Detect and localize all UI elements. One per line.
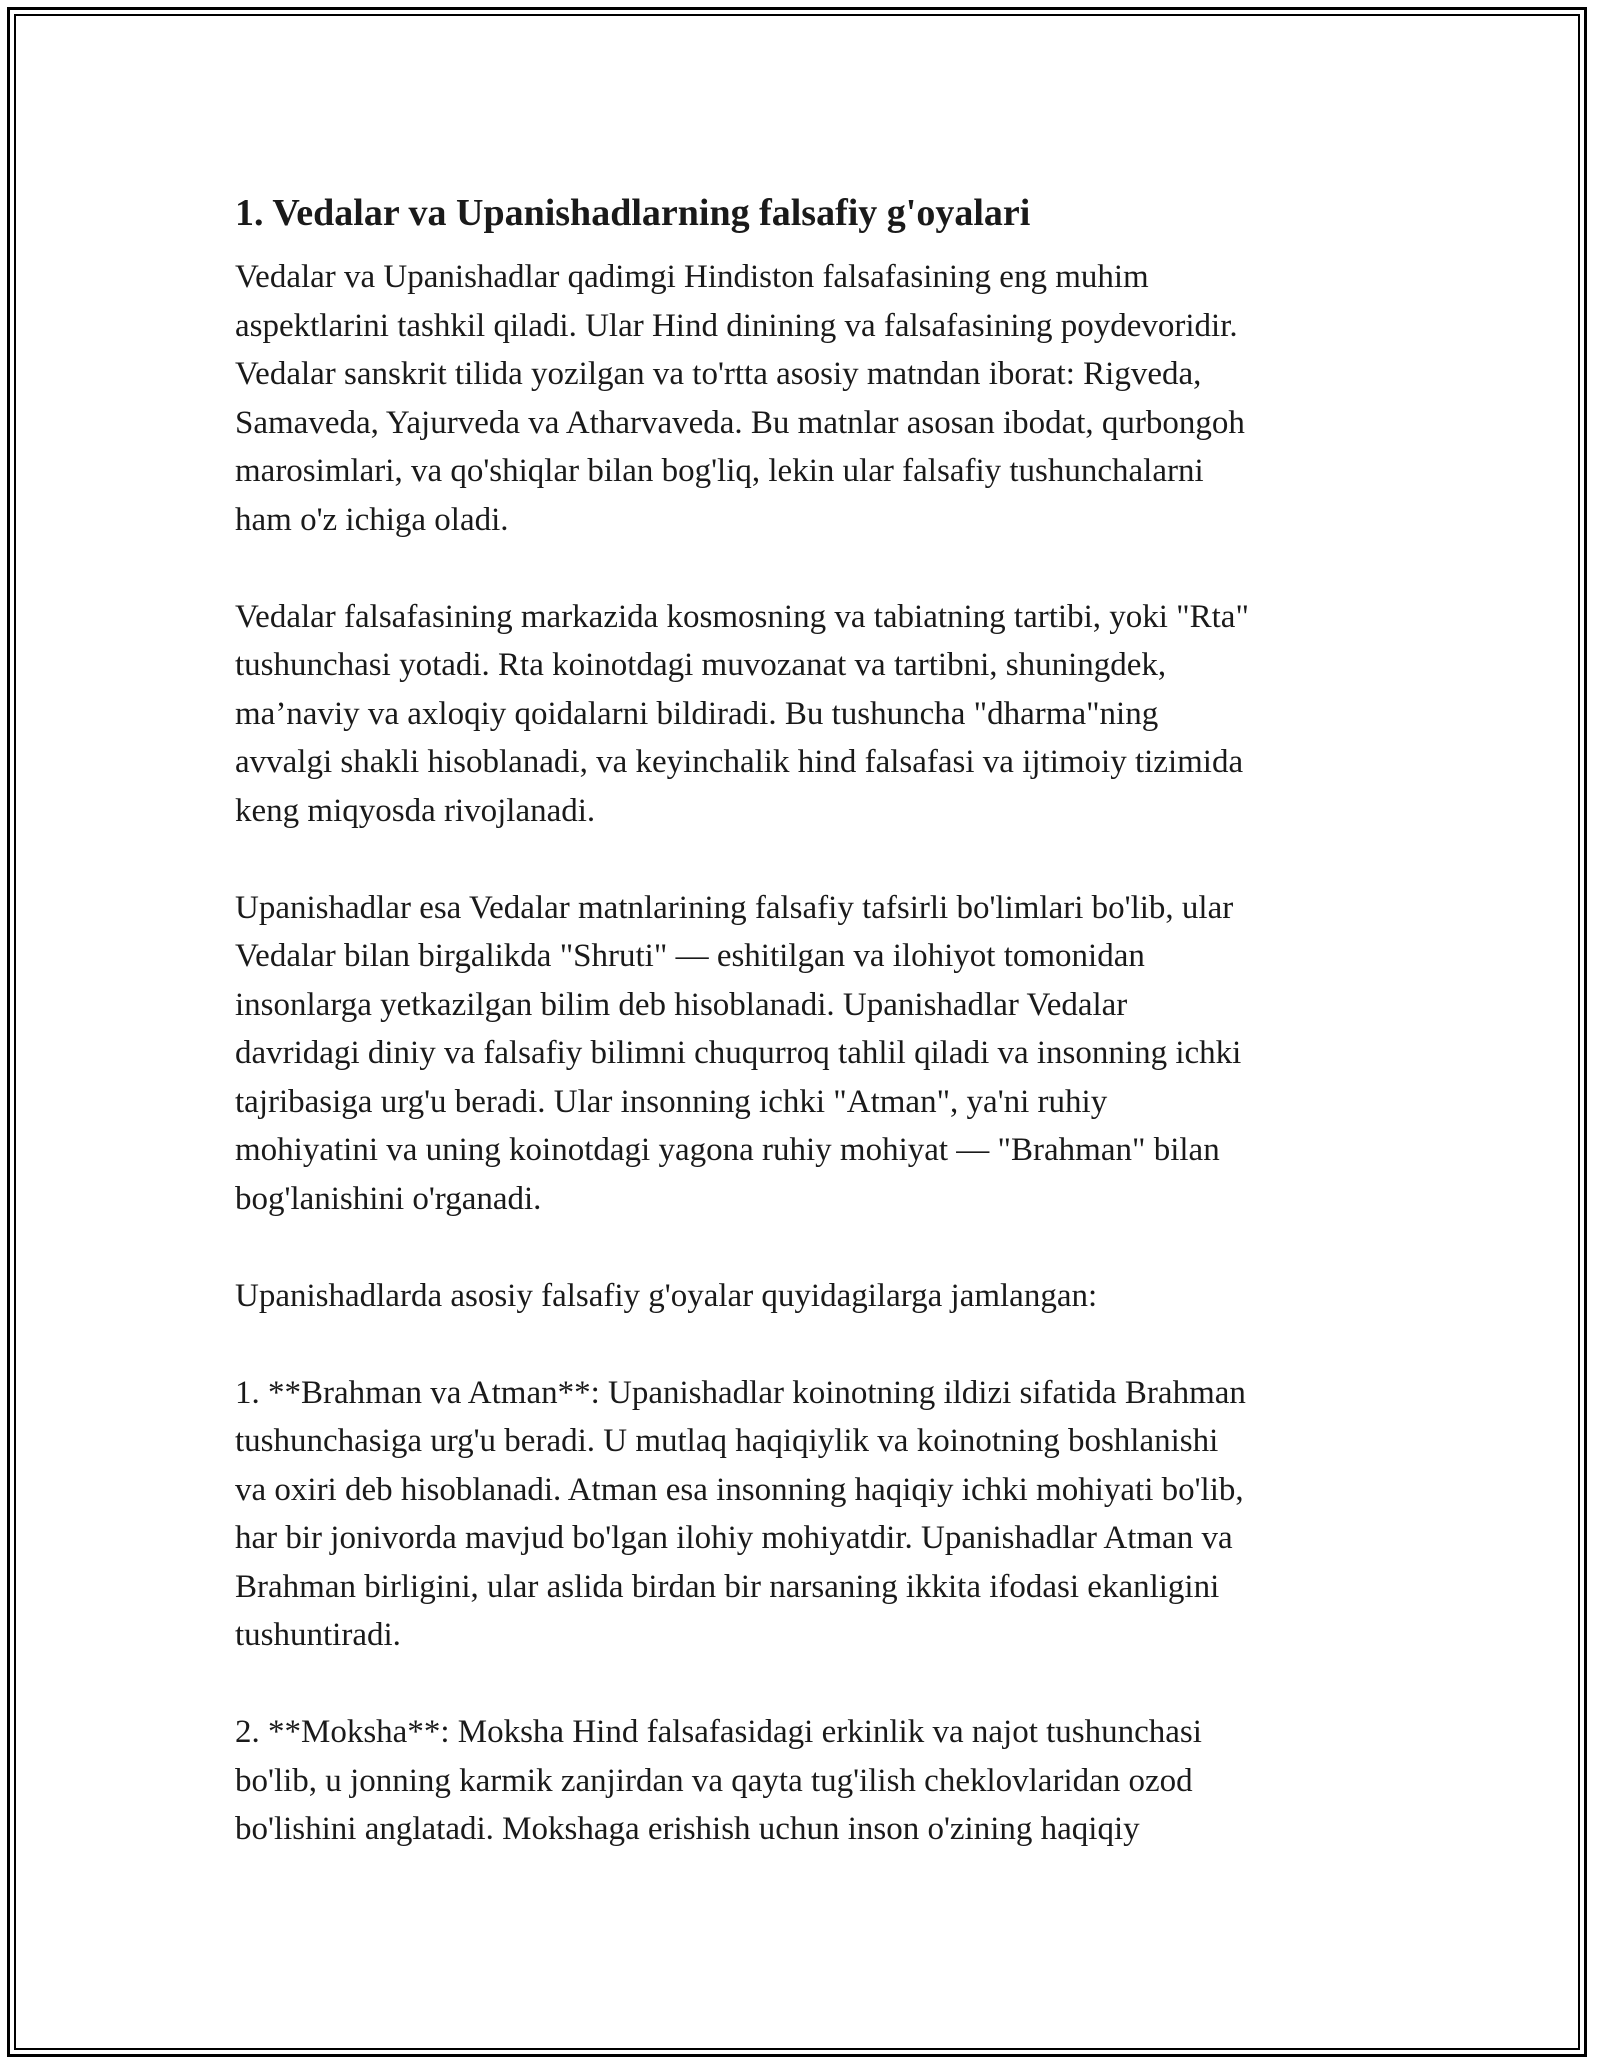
- paragraph-brahman-atman: 1. **Brahman va Atman**: Upanishadlar koinotning ildizi sifatida Brahman tushunchasiga urg'u beradi. U mutlaq haqiqiylik va koinotning boshlanishi va oxiri deb hisoblanadi. Atman esa insonning haqiqiy ichki mohiyati bo'lib, har bir jonivorda mavjud bo'lgan ilohiy mohiyatdir. Upanishadlar Atman va Brahman birligini, ular aslida birdan bir narsaning ikkita ifodasi ekanligini tushuntiradi.: [235, 1374, 1246, 1653]
- section-heading: 1. Vedalar va Upanishadlarning falsafiy g'oyalari: [235, 192, 1031, 234]
- paragraph-main-ideas-intro: Upanishadlarda asosiy falsafiy g'oyalar quyidagilarga jamlangan:: [235, 1277, 1098, 1314]
- paragraph-upanishads: Upanishadlar esa Vedalar matnlarining falsafiy tafsirli bo'limlari bo'lib, ular Vedalar bilan birgalikda "Shruti" — eshitilgan va ilohiyot tomonidan insonlarga yetkazilgan bilim deb hisoblanadi. Upanishadlar Vedalar davridagi diniy va falsafiy bilimni chuqurroq tahlil qiladi va insonning ichki tajribasiga urg'u beradi. Ular insonning ichki "Atman", ya'ni ruhiy mohiyatini va uning koinotdagi yagona ruhiy mohiyat — "Brahman" bilan bog'lanishini o'rganadi.: [235, 889, 1242, 1217]
- paragraph-moksha: 2. **Moksha**: Moksha Hind falsafasidagi erkinlik va najot tushunchasi bo'lib, u jonning karmik zanjirdan va qayta tug'ilish cheklovlaridan ozod bo'lishini anglatadi. Mokshaga erishish uchun inson o'zining haqiqiy: [235, 1714, 1202, 1847]
- paragraph-vedas-intro: Vedalar va Upanishadlar qadimgi Hindiston falsafasining eng muhim aspektlarini tashkil qiladi. Ular Hind dinining va falsafasining poydevoridir. Vedalar sanskrit tilida yozilgan va to'rtta asosiy matndan iborat: Rigveda, Samaveda, Yajurveda va Atharvaveda. Bu matnlar asosan ibodat, qurbongoh marosimlari, va qo'shiqlar bilan bog'liq, lekin ular falsafiy tushunchalarni ham o'z ichiga oladi.: [235, 259, 1245, 538]
- paragraph-rta: Vedalar falsafasining markazida kosmosning va tabiatning tartibi, yoki "Rta" tushunchasi yotadi. Rta koinotdagi muvozanat va tartibni, shuningdek, ma’naviy va axloqiy qoidalarni bildiradi. Bu tushuncha "dharma"ning avvalgi shakli hisoblanadi, va keyinchalik hind falsafasi va ijtimoiy tizimida keng miqyosda rivojlanadi.: [235, 598, 1249, 829]
- document-page: [235, 185, 1380, 1902]
